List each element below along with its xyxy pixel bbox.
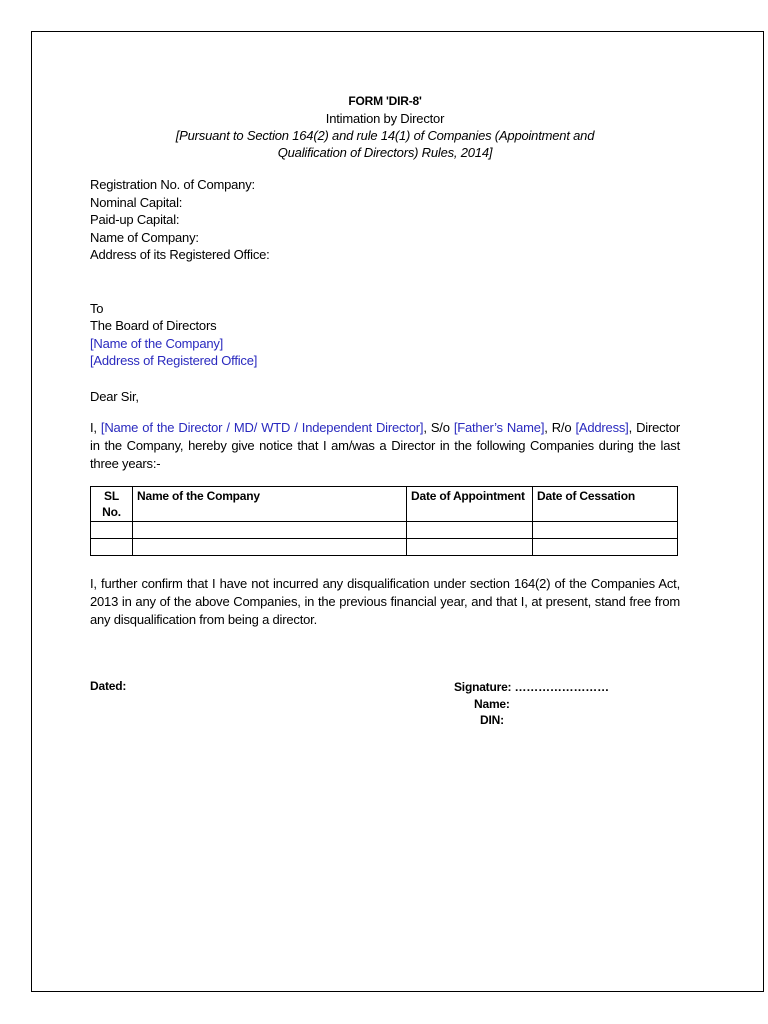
director-placeholder: [Name of the Director / MD/ WTD / Independent Director] — [100, 420, 424, 435]
din-label: DIN: — [480, 713, 504, 727]
registration-no-label: Registration No. of Company: — [90, 177, 255, 192]
notice-prefix: I, — [90, 420, 101, 435]
table-cell — [533, 522, 678, 539]
form-document — [90, 93, 680, 739]
col-date-of-cessation: Date of Cessation — [533, 487, 678, 522]
dated-label: Dated: — [90, 679, 127, 693]
notice-so: , S/o — [423, 420, 454, 435]
signature-label: Signature: …………………… — [454, 680, 609, 694]
name-label: Name: — [474, 696, 510, 711]
table-cell — [407, 539, 533, 556]
col-date-of-appointment: Date of Appointment — [407, 487, 533, 522]
address-placeholder: [Address] — [575, 420, 629, 435]
notice-suffix: , Director in the Company, hereby give notice that I am/was a Director in the following Companies during the last three years:- — [90, 420, 681, 471]
table-cell — [407, 522, 533, 539]
registered-office-label: Address of its Registered Office: — [90, 247, 270, 262]
table-cell — [91, 522, 133, 539]
table-cell — [91, 539, 133, 556]
col-sl-no: SL No. — [91, 487, 133, 522]
addressee-company-address: [Address of Registered Office] — [90, 353, 258, 368]
notice-ro: , R/o — [544, 420, 576, 435]
nominal-capital-label: Nominal Capital: — [90, 194, 183, 210]
addressee-company-name: [Name of the Company] — [90, 335, 224, 351]
table-header-row — [91, 487, 678, 522]
table-row — [91, 522, 678, 539]
directorship-table — [90, 486, 678, 556]
addressee-to: To — [90, 300, 104, 316]
father-placeholder: [Father’s Name] — [453, 420, 545, 435]
form-reference-line-1: [Pursuant to Section 164(2) and rule 14(1) of Companies (Appointment and — [175, 128, 595, 143]
form-header — [90, 93, 680, 161]
table-cell — [533, 539, 678, 556]
signature-block — [454, 679, 609, 729]
paid-up-capital-label: Paid-up Capital: — [90, 212, 180, 227]
table-cell — [133, 539, 407, 556]
addressee-block — [90, 300, 680, 370]
form-title: FORM 'DIR-8' — [348, 94, 422, 108]
table-row — [91, 539, 678, 556]
form-reference-line-2: Qualification of Directors) Rules, 2014] — [277, 145, 493, 160]
addressee-board: The Board of Directors — [90, 318, 217, 333]
confirmation-paragraph: I, further confirm that I have not incurred any disqualification under section 164(2) of the Companies Act, 2013 in any of the above Companies, in the previous financial year, and that I, at present, stand free from any disqualification from being a director. — [90, 576, 680, 627]
company-fields — [90, 176, 680, 264]
form-subtitle: Intimation by Director — [325, 111, 445, 126]
signature-section — [90, 679, 680, 739]
notice-paragraph — [90, 419, 680, 473]
company-name-label: Name of Company: — [90, 229, 199, 245]
col-company-name: Name of the Company — [133, 487, 407, 522]
salutation: Dear Sir, — [90, 388, 139, 404]
table-cell — [133, 522, 407, 539]
